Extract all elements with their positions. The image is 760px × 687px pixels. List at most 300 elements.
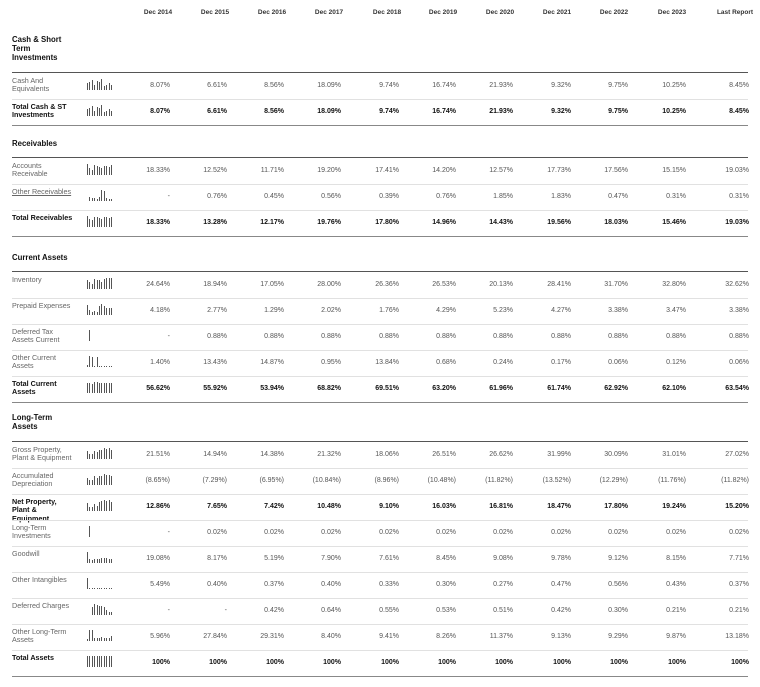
sparkline [87, 500, 113, 511]
sparkline-bar [111, 85, 112, 91]
cell-value: 0.88% [551, 333, 571, 340]
sparkline-bar [87, 656, 88, 667]
cell-value: 19.76% [317, 219, 341, 226]
cell-value: 32.80% [662, 281, 686, 288]
sparkline-bar [104, 558, 105, 564]
sparkline-bar [111, 612, 112, 615]
cell-value: 0.51% [493, 607, 513, 614]
cell-value: 15.20% [725, 503, 749, 510]
table-row [0, 494, 760, 523]
cell-value: 0.02% [551, 529, 571, 536]
sparkline-bar [109, 167, 110, 175]
cell-value: 0.37% [729, 581, 749, 588]
cell-value: 8.07% [150, 82, 170, 89]
sparkline-bar [111, 502, 112, 511]
cell-value: 0.56% [608, 581, 628, 588]
cell-value: 100% [553, 659, 571, 666]
cell-value: 18.94% [203, 281, 227, 288]
cell-value: 0.02% [608, 529, 628, 536]
cell-value: (10.84%) [312, 477, 341, 484]
cell-value: 0.88% [264, 333, 284, 340]
cell-value: 100% [731, 659, 749, 666]
cell-value: 8.07% [150, 108, 170, 115]
cell-value: 4.29% [436, 307, 456, 314]
row-label: Deferred Charges [12, 601, 70, 610]
cell-value: 100% [266, 659, 284, 666]
cell-value: 9.10% [379, 503, 399, 510]
sparkline-bar [99, 82, 100, 90]
sparkline-bar [99, 167, 100, 175]
sparkline-bar [97, 312, 98, 315]
cell-value: 0.56% [321, 193, 341, 200]
cell-value: 4.27% [551, 307, 571, 314]
sparkline-bar [104, 279, 105, 289]
cell-value: (11.82%) [721, 477, 749, 484]
row-label: Net Property, Plant & Equipment [12, 497, 57, 523]
sparkline-bar [101, 606, 102, 615]
cell-value: 9.32% [551, 82, 571, 89]
sparkline-bar [99, 108, 100, 116]
sparkline-bar [101, 105, 102, 116]
cell-value: 100% [495, 659, 513, 666]
cell-value: 0.21% [666, 607, 686, 614]
cell-value: 1.76% [379, 307, 399, 314]
cell-value: 14.87% [260, 359, 284, 366]
sparkline-bar [104, 500, 105, 511]
cell-value: 0.40% [207, 581, 227, 588]
section-title: Long-Term Assets [12, 413, 53, 431]
sparkline-bar [94, 451, 95, 459]
row-label: Other Intangibles [12, 575, 67, 584]
cell-value: 9.13% [551, 633, 571, 640]
row-label: Total Assets [12, 653, 54, 662]
sparkline-bar [89, 383, 90, 393]
sparkline-bar [111, 217, 112, 227]
row-label: Deferred Tax Assets Current [12, 327, 60, 345]
sparkline-bar [104, 383, 105, 393]
row-divider [12, 676, 748, 677]
sparkline-bar [97, 217, 98, 227]
cell-value: 0.88% [379, 333, 399, 340]
sparkline-bar [106, 475, 107, 485]
column-header[interactable]: Dec 2018 [372, 9, 402, 16]
cell-value: 0.02% [729, 529, 749, 536]
sparkline-bar [111, 450, 112, 459]
cell-value: 14.43% [489, 219, 513, 226]
cell-value: 100% [610, 659, 628, 666]
cell-value: 11.71% [260, 167, 284, 174]
sparkline-bar [111, 366, 112, 367]
sparkline-bar [87, 164, 88, 175]
sparkline-bar [101, 656, 102, 667]
sparkline-bar [109, 638, 110, 641]
sparkline-bar [97, 559, 98, 563]
cell-value: 0.24% [493, 359, 513, 366]
sparkline [87, 604, 113, 615]
sparkline-bar [109, 559, 110, 563]
cell-value: 19.08% [146, 555, 170, 562]
sparkline-bar [92, 106, 93, 116]
cell-value: 0.39% [379, 193, 399, 200]
sparkline-bar [99, 197, 100, 201]
cell-value: 0.53% [436, 607, 456, 614]
sparkline [87, 630, 113, 641]
cell-value: 0.02% [379, 529, 399, 536]
cell-value: 8.45% [729, 82, 749, 89]
sparkline-bar [101, 79, 102, 90]
cell-value: 68.82% [317, 385, 341, 392]
cell-value: 0.68% [436, 359, 456, 366]
sparkline-bar [92, 357, 93, 367]
sparkline-bar [97, 478, 98, 485]
cell-value: 9.75% [608, 82, 628, 89]
cell-value: 8.26% [436, 633, 456, 640]
sparkline-bar [104, 112, 105, 116]
cell-value: 15.46% [662, 219, 686, 226]
cell-value: 0.17% [551, 359, 571, 366]
sparkline-bar [101, 476, 102, 485]
cell-value: 29.31% [260, 633, 284, 640]
column-header[interactable]: Dec 2014 [143, 9, 173, 16]
sparkline-bar [106, 588, 107, 589]
sparkline-bar [97, 638, 98, 641]
sparkline-bar [106, 558, 107, 564]
cell-value: (8.96%) [374, 477, 399, 484]
sparkline-bar [109, 199, 110, 201]
sparkline [87, 656, 113, 667]
cell-value: 21.93% [489, 108, 513, 115]
cell-value: 7.61% [379, 555, 399, 562]
cell-value: 0.33% [379, 581, 399, 588]
cell-value: 0.02% [207, 529, 227, 536]
cell-value: 100% [381, 659, 399, 666]
sparkline-bar [92, 312, 93, 315]
cell-value: 31.99% [547, 451, 571, 458]
cell-value: 55.92% [203, 385, 227, 392]
sparkline-bar [101, 383, 102, 393]
cell-value: 14.94% [203, 451, 227, 458]
cell-value: 21.93% [489, 82, 513, 89]
sparkline-bar [111, 199, 112, 201]
table-row [0, 624, 760, 650]
table-row [0, 546, 760, 572]
sparkline-bar [87, 365, 88, 367]
cell-value: 17.56% [604, 167, 628, 174]
table-row [0, 520, 760, 546]
sparkline-bar [89, 82, 90, 90]
sparkline-bar [94, 165, 95, 175]
sparkline-bar [99, 383, 100, 393]
cell-value: - [167, 529, 170, 536]
cell-value: (10.48%) [427, 477, 456, 484]
cell-value: 13.28% [203, 219, 227, 226]
cell-value: 0.02% [666, 529, 686, 536]
column-header[interactable]: Dec 2022 [599, 9, 629, 16]
cell-value: 100% [438, 659, 456, 666]
row-label: Long-Term Investments [12, 523, 51, 541]
section-title: Current Assets [12, 253, 68, 262]
cell-value: 18.03% [604, 219, 628, 226]
cell-value: 9.74% [379, 108, 399, 115]
sparkline-bar [87, 305, 88, 315]
sparkline-bar [99, 306, 100, 315]
cell-value: 9.41% [379, 633, 399, 640]
cell-value: 0.88% [729, 333, 749, 340]
sparkline-bar [97, 280, 98, 289]
cell-value: 18.33% [146, 167, 170, 174]
sparkline-bar [87, 280, 88, 289]
sparkline-bar [109, 475, 110, 485]
cell-value: 63.20% [432, 385, 456, 392]
sparkline-bar [106, 198, 107, 201]
cell-value: 0.88% [436, 333, 456, 340]
sparkline [87, 382, 113, 393]
sparkline-bar [94, 656, 95, 667]
sparkline-bar [99, 502, 100, 511]
cell-value: 21.51% [146, 451, 170, 458]
cell-value: 12.17% [260, 219, 284, 226]
sparkline-bar [104, 448, 105, 459]
cell-value: - [167, 607, 170, 614]
cell-value: 0.02% [436, 529, 456, 536]
cell-value: 6.61% [207, 82, 227, 89]
cell-value: 61.74% [547, 385, 571, 392]
cell-value: 17.80% [604, 503, 628, 510]
sparkline-bar [94, 382, 95, 393]
sparkline-bar [94, 638, 95, 641]
cell-value: 0.45% [264, 193, 284, 200]
sparkline-bar [111, 308, 112, 315]
table-row [0, 650, 760, 676]
cell-value: 0.27% [493, 581, 513, 588]
cell-value: 27.84% [203, 633, 227, 640]
sparkline-bar [92, 588, 93, 589]
table-row [0, 350, 760, 376]
column-header[interactable]: Dec 2016 [257, 9, 287, 16]
cell-value: 26.51% [432, 451, 456, 458]
table-row [0, 376, 760, 402]
cell-value: 12.86% [146, 503, 170, 510]
column-header[interactable]: Last Report [716, 9, 754, 16]
cell-value: 9.74% [379, 82, 399, 89]
cell-value: (13.52%) [542, 477, 571, 484]
table-row [0, 99, 760, 125]
cell-value: 17.80% [375, 219, 399, 226]
sparkline-bar [97, 199, 98, 201]
cell-value: 12.57% [489, 167, 513, 174]
sparkline-bar [101, 588, 102, 589]
cell-value: 1.85% [493, 193, 513, 200]
sparkline-bar [109, 218, 110, 227]
table-row [0, 298, 760, 324]
cell-value: 8.17% [207, 555, 227, 562]
sparkline-bar [89, 480, 90, 486]
cell-value: 19.03% [725, 219, 749, 226]
row-label: Total Receivables [12, 213, 73, 222]
sparkline-bar [94, 111, 95, 117]
cell-value: 28.00% [317, 281, 341, 288]
sparkline-bar [101, 501, 102, 511]
cell-value: 31.70% [604, 281, 628, 288]
sparkline-bar [92, 480, 93, 486]
cell-value: 0.95% [321, 359, 341, 366]
cell-value: 0.47% [551, 581, 571, 588]
cell-value: 10.25% [662, 82, 686, 89]
sparkline [87, 448, 113, 459]
cell-value: 13.18% [725, 633, 749, 640]
sparkline-bar [87, 503, 88, 511]
sparkline-bar [89, 197, 90, 201]
sparkline-bar [89, 219, 90, 227]
sparkline-bar [89, 282, 90, 289]
cell-value: 16.81% [489, 503, 513, 510]
cell-value: (11.82%) [485, 477, 513, 484]
cell-value: 2.77% [207, 307, 227, 314]
cell-value: 0.06% [608, 359, 628, 366]
cell-value: 26.53% [432, 281, 456, 288]
column-header[interactable]: Dec 2021 [542, 9, 572, 16]
row-divider [12, 125, 748, 126]
cell-value: 31.01% [662, 451, 686, 458]
sparkline-bar [106, 278, 107, 289]
sparkline-bar [97, 357, 98, 367]
sparkline-bar [89, 526, 90, 537]
cell-value: 3.47% [666, 307, 686, 314]
cell-value: 0.02% [321, 529, 341, 536]
cell-value: 18.06% [375, 451, 399, 458]
sparkline-bar [89, 168, 90, 175]
sparkline [87, 79, 113, 90]
sparkline-bar [111, 111, 112, 117]
sparkline-bar [109, 656, 110, 667]
sparkline-bar [101, 219, 102, 227]
row-label: Accumulated Depreciation [12, 471, 54, 489]
sparkline-bar [104, 588, 105, 589]
sparkline-bar [109, 366, 110, 367]
column-header[interactable]: Dec 2017 [314, 9, 344, 16]
sparkline-bar [87, 478, 88, 485]
sparkline-bar [92, 607, 93, 615]
cell-value: 18.09% [317, 82, 341, 89]
sparkline-bar [92, 384, 93, 393]
sparkline-bar [104, 306, 105, 315]
sparkline-bar [89, 454, 90, 460]
sparkline-bar [99, 588, 100, 589]
cell-value: 7.42% [264, 503, 284, 510]
sparkline-bar [101, 304, 102, 315]
cell-value: 69.51% [375, 385, 399, 392]
cell-value: 24.64% [146, 281, 170, 288]
cell-value: 9.29% [608, 633, 628, 640]
cell-value: 0.47% [608, 193, 628, 200]
row-label: Other Long-Term Assets [12, 627, 67, 645]
sparkline-bar [106, 308, 107, 315]
sparkline-bar [94, 604, 95, 615]
cell-value: 6.61% [207, 108, 227, 115]
column-header[interactable]: Dec 2019 [428, 9, 458, 16]
sparkline-bar [106, 217, 107, 227]
cell-value: 26.62% [489, 451, 513, 458]
sparkline-bar [104, 191, 105, 201]
sparkline-bar [106, 166, 107, 175]
sparkline-bar [101, 190, 102, 201]
cell-value: 0.76% [207, 193, 227, 200]
sparkline-bar [109, 588, 110, 589]
cell-value: (11.76%) [658, 477, 686, 484]
sparkline [87, 526, 113, 537]
table-row [0, 468, 760, 494]
sparkline-bar [109, 612, 110, 615]
sparkline-bar [87, 109, 88, 116]
sparkline-bar [87, 216, 88, 227]
row-divider [12, 402, 748, 403]
sparkline-bar [104, 166, 105, 175]
row-label: Prepaid Expenses [12, 301, 71, 310]
sparkline-bar [97, 107, 98, 116]
cell-value: 21.32% [317, 451, 341, 458]
sparkline-bar [111, 588, 112, 589]
sparkline [87, 578, 113, 589]
column-header-row [0, 0, 760, 22]
cell-value: 14.38% [260, 451, 284, 458]
cell-value: 8.45% [729, 108, 749, 115]
section-title: Receivables [12, 139, 58, 148]
sparkline-bar [89, 588, 90, 589]
table-row [0, 442, 760, 468]
cell-value: 5.19% [264, 555, 284, 562]
sparkline-bar [92, 80, 93, 90]
column-header[interactable]: Dec 2020 [485, 9, 515, 16]
table-row [0, 272, 760, 298]
cell-value: 9.12% [608, 555, 628, 562]
sparkline-bar [94, 217, 95, 227]
cell-value: 0.42% [264, 607, 284, 614]
sparkline-bar [104, 607, 105, 615]
column-header[interactable]: Dec 2015 [200, 9, 230, 16]
cell-value: 0.88% [666, 333, 686, 340]
cell-value: 0.88% [207, 333, 227, 340]
row-label: Cash And Equivalents [12, 76, 50, 94]
cell-value: 1.29% [264, 307, 284, 314]
sparkline-bar [92, 630, 93, 641]
sparkline-bar [89, 108, 90, 116]
sparkline-bar [89, 630, 90, 641]
sparkline [87, 304, 113, 315]
sparkline-bar [92, 454, 93, 460]
cell-value: 5.49% [150, 581, 170, 588]
sparkline-bar [109, 109, 110, 116]
sparkline-bar [109, 83, 110, 90]
cell-value: 8.56% [264, 82, 284, 89]
cell-value: 0.88% [608, 333, 628, 340]
cell-value: 15.15% [662, 167, 686, 174]
cell-value: 8.15% [666, 555, 686, 562]
sparkline-bar [104, 656, 105, 667]
sparkline-bar [99, 559, 100, 563]
cell-value: 0.02% [493, 529, 513, 536]
cell-value: 0.30% [608, 607, 628, 614]
sparkline-bar [106, 638, 107, 641]
column-header[interactable]: Dec 2023 [657, 9, 687, 16]
cell-value: 17.73% [547, 167, 571, 174]
sparkline-bar [92, 170, 93, 176]
sparkline-bar [111, 656, 112, 667]
sparkline-bar [89, 356, 90, 367]
row-label-link[interactable]: Other Receivables [12, 187, 72, 196]
sparkline-bar [94, 198, 95, 201]
sparkline-bar [99, 280, 100, 289]
sparkline-bar [87, 552, 88, 563]
